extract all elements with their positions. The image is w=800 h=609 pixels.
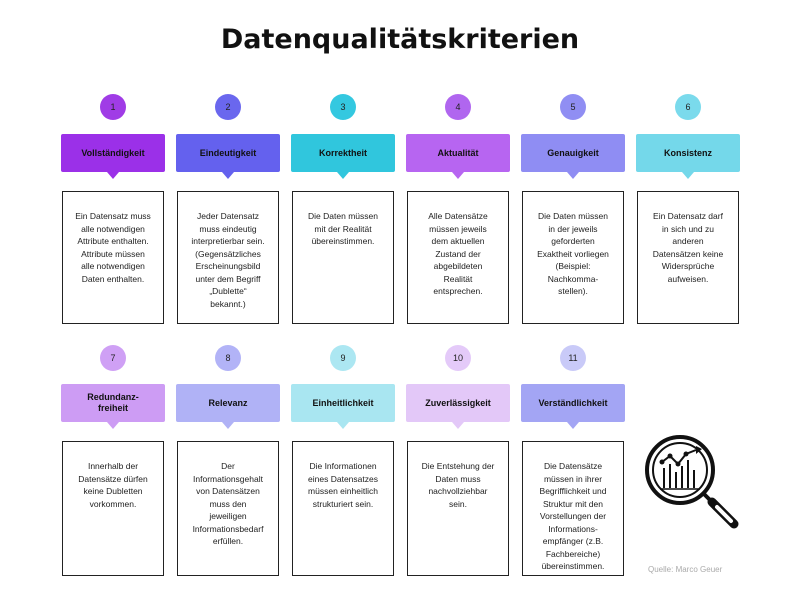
criterion-description: Jeder Datensatz muss eindeutig interpretierbar sein. (Gegensätzliches Erscheinungsbild unter dem Begriff „Dublette“ bekannt.) [177, 191, 279, 324]
criterion-number: 1 [100, 94, 126, 120]
criterion-number: 9 [330, 345, 356, 371]
criterion-label: Redundanz- freiheit [61, 384, 165, 422]
criterion-label: Eindeutigkeit [176, 134, 280, 172]
criterion-number: 6 [675, 94, 701, 120]
criterion-number: 8 [215, 345, 241, 371]
page-title: Datenqualitätskriterien [220, 24, 580, 55]
criterion-number: 4 [445, 94, 471, 120]
criterion-label: Relevanz [176, 384, 280, 422]
criterion-number: 2 [215, 94, 241, 120]
criterion-description: Die Entstehung der Daten muss nachvollziehbar sein. [407, 441, 509, 576]
criterion-number: 5 [560, 94, 586, 120]
criterion-label: Genauigkeit [521, 134, 625, 172]
criterion-label: Verständlichkeit [521, 384, 625, 422]
criterion-description: Ein Datensatz darf in sich und zu anderen Datensätzen keine Widersprüche aufweisen. [637, 191, 739, 324]
source-credit: Quelle: Marco Geuer [648, 565, 723, 574]
criterion-description: Der Informationsgehalt von Datensätzen muss den jeweiligen Informationsbedarf erfüllen. [177, 441, 279, 576]
criterion-description: Alle Datensätze müssen jeweils dem aktuellen Zustand der abgebildeten Realität entsprechen. [407, 191, 509, 324]
criterion-label: Vollständigkeit [61, 134, 165, 172]
criterion-description: Ein Datensatz muss alle notwendigen Attribute enthalten. Attribute müssen alle notwendigen Daten enthalten. [62, 191, 164, 324]
criterion-description: Die Daten müssen mit der Realität übereinstimmen. [292, 191, 394, 324]
criterion-number: 11 [560, 345, 586, 371]
criterion-label: Konsistenz [636, 134, 740, 172]
criterion-label: Korrektheit [291, 134, 395, 172]
criterion-number: 7 [100, 345, 126, 371]
criterion-description: Die Daten müssen in der jeweils geforderten Exaktheit vorliegen (Beispiel: Nachkomma- stellen). [522, 191, 624, 324]
criterion-description: Die Datensätze müssen in ihrer Begrifflichkeit und Struktur mit den Vorstellungen der Informations- empfänger (z.B. Fachbereiche) übereinstimmen. [522, 441, 624, 576]
criterion-number: 10 [445, 345, 471, 371]
criterion-description: Innerhalb der Datensätze dürfen keine Dubletten vorkommen. [62, 441, 164, 576]
criterion-description: Die Informationen eines Datensatzes müssen einheitlich strukturiert sein. [292, 441, 394, 576]
criterion-label: Zuverlässigkeit [406, 384, 510, 422]
criterion-label: Einheitlichkeit [291, 384, 395, 422]
criterion-number: 3 [330, 94, 356, 120]
magnifier-chart-icon [640, 430, 745, 535]
criterion-label: Aktualität [406, 134, 510, 172]
